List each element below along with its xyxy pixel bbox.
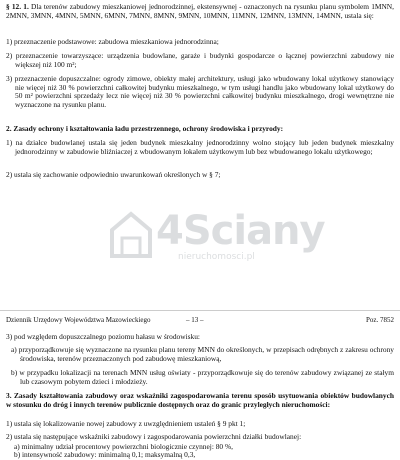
journal-name: Dziennik Urzędowy Województwa Mazowieckiego — [6, 316, 151, 324]
item-3: 3) przeznaczenie dopuszczalne: ogrody zimowe, obiekty małej architektury, usługi jako wbudowany lokal użytkowy stanowiący nie więcej niż 30 % powierzchni całkowitej budynku mieszkalnego, w tym usługi handlu jako wbudowany lokal użytkowy do 50 m² powierzchni sprzedaży lecz nie więcej niż 30 % powierzchni całkowitej budynku mieszkalnego, drogi wewnętrzne nie wyznaczone na rysunku planu. — [6, 74, 394, 110]
item-2-1: 1) na działce budowlanej ustala się jeden budynek mieszkalny jednorodzinny wolno stojący lub jeden budynek mieszkalny jednorodzinny w zabudowie bliźniaczej z wbudowanym lokalem użytkowym lub bez wbudowanego lokalu użytkowego; — [6, 138, 394, 156]
item-3b: b) w przypadku lokalizacji na terenach MNN usług oświaty - przyporządkowuje się do terenów zabudowy związanej ze stałym lub czasowym pobytem dzieci i młodzieży. — [11, 368, 394, 386]
item-1: 1) przeznaczenie podstawowe: zabudowa mieszkaniowa jednorodzinna; — [6, 37, 219, 46]
paragraph-12-3-heading: 3. Zasady kształtowania zabudowy oraz wskaźniki zagospodarowania terenu sposób usytuowania obiektów budowlanych w stosunku do dróg i innych terenów publicznie dostępnych oraz do granic przyległych nieruchomości: — [6, 391, 394, 409]
watermark-sub: nieruchomosci.pl — [178, 252, 255, 262]
item-3a: a) przyporządkowuje się wyznaczone na rysunku planu tereny MNN do określonych, w przepisach odrębnych z zakresu ochrony środowiska, terenów przeznaczonych pod zabudowę mieszkaniową, — [11, 345, 394, 363]
position-number: Poz. 7852 — [366, 316, 394, 324]
page-number: – 13 – — [186, 316, 204, 324]
item-2: 2) przeznaczenie towarzyszące: urządzenia budowlane, garaże i budynki gospodarcze o łącznej powierzchni zabudowy nie większej niż 100 m²; — [6, 51, 394, 69]
item-3-noise: 3) pod względem dopuszczalnego poziomu hałasu w środowisku: — [6, 332, 200, 341]
house-icon — [108, 210, 154, 260]
watermark-logo — [108, 208, 325, 263]
watermark-brand: 4Sciany — [156, 208, 325, 254]
item-3-2b: b) intensywność zabudowy: minimalną 0,1; maksymalną 0,3, — [14, 450, 196, 459]
paragraph-12-2-heading: 2. Zasady ochrony i kształtowania ładu przestrzennego, ochrony środowiska i przyrody: — [6, 124, 284, 133]
paragraph-12-1: § 12. 1. Dla terenów zabudowy mieszkaniowej jednorodzinnej, ekstensywnej - oznaczonych na rysunku planu symbolem 1MNN, 2MNN, 3MNN, 4MNN, 5MNN, 6MNN, 7MNN, 8MNN, 9MNN, 10MNN, 11MNN, 12MNN, 13MNN, 14MNN, ustala się: — [6, 2, 394, 20]
item-3-1: 1) ustala się lokalizowanie nowej zabudowy z uwzględnieniem ustaleń § 9 pkt 1; — [6, 419, 246, 428]
page-separator — [0, 310, 400, 311]
item-3-2a: a) minimalny udział procentowy powierzchni biologicznie czynnej: 80 %, — [14, 442, 233, 451]
item-3-2: 2) ustala się następujące wskaźniki zabudowy i zagospodarowania powierzchni działki budowlanej: — [6, 432, 302, 441]
section-number: § 12. 1. — [6, 2, 29, 11]
item-2-2: 2) ustala się zachowanie odpowiednio uwarunkowań określonych w § 7; — [6, 170, 221, 179]
